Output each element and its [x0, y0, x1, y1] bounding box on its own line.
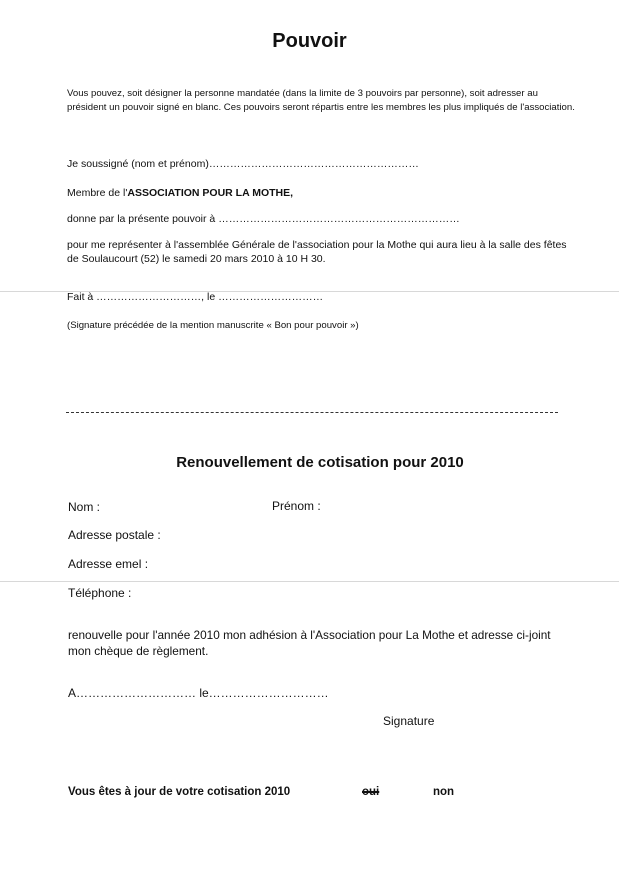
soussigne-line: Je soussigné (nom et prénom)……………………………………………………	[67, 158, 419, 170]
fold-line	[0, 581, 619, 582]
signature-note: (Signature précédée de la mention manuscrite « Bon pour pouvoir »)	[67, 320, 359, 331]
donne-line: donne par la présente pouvoir à ……………………………………………………………	[67, 213, 460, 225]
cotisation-question: Vous êtes à jour de votre cotisation 2010	[68, 786, 291, 798]
renouvelle-paragraph: renouvelle pour l'année 2010 mon adhésion à l'Association pour La Mothe et adresse ci-joint mon chèque de règlement.	[68, 628, 551, 658]
prenom-label: Prénom :	[272, 499, 321, 513]
a-le-line: A………………………… le…………………………	[68, 686, 329, 700]
oui-option: oui	[362, 786, 380, 798]
intro-paragraph: Vous pouvez, soit désigner la personne mandatée (dans la limite de 3 pouvoirs par personne), soit adresser au président un pouvoir signé en blanc. Ces pouvoirs seront répartis entre les membres les plus impliqués de l'association.	[67, 88, 575, 113]
page-title: Pouvoir	[272, 30, 347, 52]
association-name: ASSOCIATION POUR LA MOTHE,	[127, 187, 294, 199]
represent-paragraph: pour me représenter à l'assemblée Générale de l'association pour la Mothe qui aura lieu à la salle des fêtes de Soulaucourt (52) le samedi 20 mars 2010 à 10 H 30.	[67, 239, 567, 265]
membre-line	[67, 187, 293, 199]
telephone-label: Téléphone :	[68, 586, 132, 600]
non-option: non	[433, 786, 455, 798]
adresse-emel-label: Adresse emel :	[68, 557, 149, 571]
nom-label: Nom :	[68, 500, 101, 514]
signature-label: Signature	[383, 714, 435, 728]
renewal-title: Renouvellement de cotisation pour 2010	[176, 454, 464, 471]
adresse-postale-label: Adresse postale :	[68, 528, 161, 542]
cut-line	[66, 412, 558, 413]
membre-prefix: Membre de l'	[67, 187, 128, 199]
fait-line: Fait à …………………………, le …………………………	[67, 291, 324, 303]
